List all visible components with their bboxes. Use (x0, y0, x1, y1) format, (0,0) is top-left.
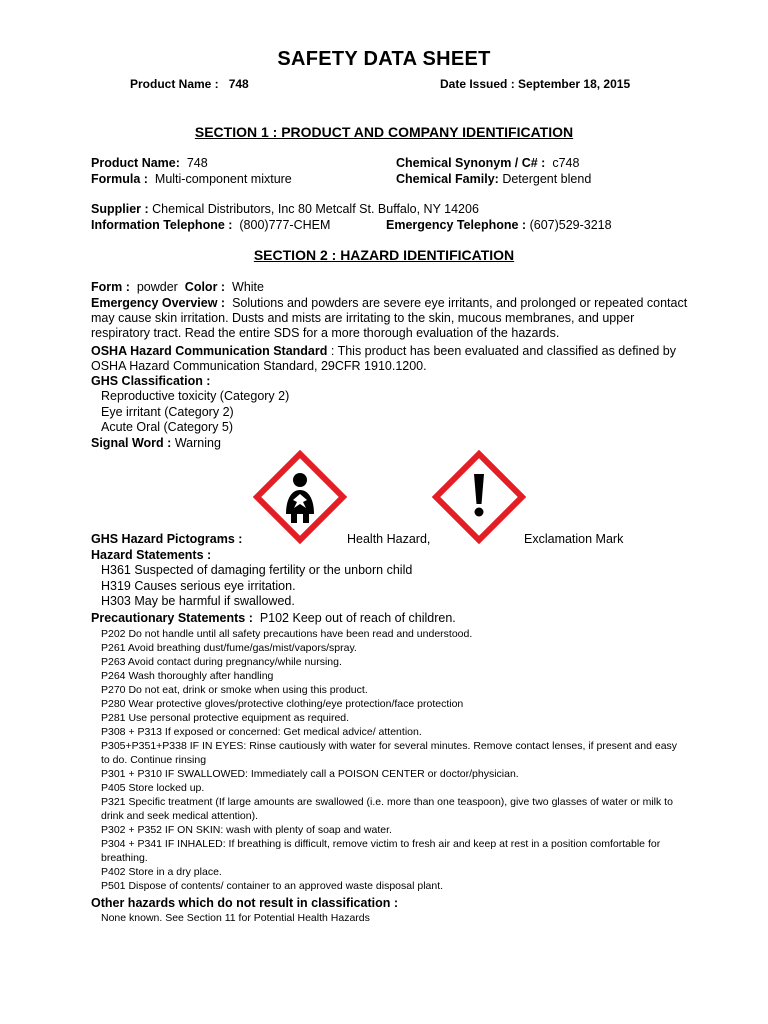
section2-heading: SECTION 2 : HAZARD IDENTIFICATION (253, 247, 515, 263)
s2-signal-word (91, 436, 221, 450)
precautionary-item: P308 + P313 If exposed or concerned: Get medical advice/ attention. (101, 726, 422, 738)
s1-formula-label: Formula : (91, 172, 148, 186)
s1-info-tel-label: Information Telephone : (91, 218, 233, 232)
s1-family-value: Detergent blend (502, 172, 592, 186)
s1-supplier (91, 202, 479, 216)
precautionary-item: P501 Dispose of contents/ container to an approved waste disposal plant. (101, 880, 444, 892)
precautionary-item: P261 Avoid breathing dust/fume/gas/mist/vapors/spray. (101, 642, 357, 654)
s2-form-value: powder (136, 280, 178, 294)
s2-ghs-classification-label: GHS Classification : (91, 374, 211, 388)
s2-osha-standard (91, 344, 691, 374)
precautionary-item: P402 Store in a dry place. (101, 866, 222, 878)
s1-formula (91, 172, 292, 186)
precautionary-first: P102 Keep out of reach of children. (259, 611, 456, 625)
s2-emergency-overview (91, 296, 691, 341)
document-title: SAFETY DATA SHEET (277, 48, 491, 70)
health-hazard-pictogram-icon (253, 450, 347, 544)
s1-product-name (91, 156, 208, 170)
s1-supplier-label: Supplier : (91, 202, 149, 216)
s2-precautionary-list (101, 627, 681, 893)
precautionary-item: P305+P351+P338 IF IN EYES: Rinse cautiously with water for several minutes. Remove contact lenses, if present and easy to do. Continue rinsing (101, 740, 678, 766)
hazard-statement-item: H319 Causes serious eye irritation. (101, 578, 296, 593)
s2-other-hazards-label: Other hazards which do not result in classification : (91, 896, 398, 910)
s1-info-telephone (91, 218, 330, 232)
s2-signal-word-label: Signal Word : (91, 436, 172, 450)
s1-synonym-label: Chemical Synonym / C# : (396, 156, 546, 170)
s2-osha-text: : This product has been evaluated and classified as defined by OSHA Hazard Communication Standard, 29CFR 1910.1200. (91, 344, 676, 373)
header-product-name-label: Product Name : (130, 77, 219, 91)
s1-product-name-label: Product Name: (91, 156, 180, 170)
s1-family (396, 172, 591, 186)
precautionary-item: P321 Specific treatment (If large amounts are swallowed (i.e. more than one teaspoon), give two glasses of water or milk to drink and seek medical attention). (101, 796, 673, 822)
precautionary-item: P264 Wash thoroughly after handling (101, 670, 274, 682)
s2-osha-label: OSHA Hazard Communication Standard (91, 344, 328, 358)
s2-hazard-statements (101, 563, 412, 610)
s2-pictograms-label: GHS Hazard Pictograms : (91, 532, 243, 546)
precautionary-item: P263 Avoid contact during pregnancy/while nursing. (101, 656, 342, 668)
precautionary-item: P281 Use personal protective equipment as required. (101, 712, 350, 724)
hazard-statement-item: H303 May be harmful if swallowed. (101, 594, 295, 608)
s1-product-name-value: 748 (186, 156, 208, 170)
precautionary-item: P280 Wear protective gloves/protective clothing/eye protection/face protection (101, 698, 464, 710)
s1-emergency-tel-label: Emergency Telephone : (386, 218, 527, 232)
s1-emergency-telephone (386, 218, 612, 232)
header-product-name (130, 77, 249, 91)
s1-supplier-value: Chemical Distributors, Inc 80 Metcalf St. Buffalo, NY 14206 (152, 202, 479, 216)
s2-form-label: Form : (91, 280, 130, 294)
pictogram-caption-health-hazard: Health Hazard, (347, 532, 431, 546)
exclamation-mark-pictogram-icon (432, 450, 526, 544)
pictogram-caption-exclamation-mark: Exclamation Mark (524, 532, 624, 546)
s2-hazard-statements-label: Hazard Statements : (91, 548, 212, 562)
s1-formula-value: Multi-component mixture (154, 172, 292, 186)
precautionary-item: P202 Do not handle until all safety precautions have been read and understood. (101, 628, 473, 640)
s2-precautionary-label: Precautionary Statements : (91, 611, 253, 625)
s2-precautionary-statements (91, 611, 456, 625)
s2-emergency-overview-text: Solutions and powders are severe eye irritants, and prolonged or repeated contact may cause skin irritation. Dusts and mists are irritating to the skin, mucous membranes, and upper respiratory tract. Read the entire SDS for a more thorough evaluation of the hazards. (91, 296, 688, 340)
precautionary-item: P301 + P310 IF SWALLOWED: Immediately call a POISON CENTER or doctor/physician. (101, 768, 519, 780)
ghs-class-item: Eye irritant (Category 2) (101, 404, 234, 419)
ghs-class-item: Acute Oral (Category 5) (101, 420, 233, 434)
s2-color-label: Color : (184, 280, 226, 294)
section1-heading: SECTION 1 : PRODUCT AND COMPANY IDENTIFICATION (194, 124, 574, 140)
s2-emergency-overview-label: Emergency Overview : (91, 296, 226, 310)
precautionary-item: P302 + P352 IF ON SKIN: wash with plenty of soap and water. (101, 824, 392, 836)
header-date-value: September 18, 2015 (518, 77, 631, 91)
precautionary-item: P405 Store locked up. (101, 782, 205, 794)
s1-synonym-value: c748 (552, 156, 580, 170)
s1-info-tel-value: (800)777-CHEM (239, 218, 331, 232)
s1-emergency-tel-value: (607)529-3218 (529, 218, 612, 232)
precautionary-item: P270 Do not eat, drink or smoke when using this product. (101, 684, 368, 696)
s2-other-hazards-value: None known. See Section 11 for Potential Health Hazards (101, 912, 370, 924)
s2-ghs-classes (101, 389, 289, 436)
s2-color-value: White (232, 280, 264, 294)
s2-form-color (91, 280, 264, 294)
hazard-statement-item: H361 Suspected of damaging fertility or the unborn child (101, 563, 413, 577)
s1-synonym (396, 156, 579, 170)
header-product-name-value: 748 (228, 77, 249, 91)
ghs-class-item: Reproductive toxicity (Category 2) (101, 389, 290, 403)
header-date-issued (440, 77, 630, 91)
s2-signal-word-value: Warning (174, 436, 221, 450)
precautionary-item: P304 + P341 IF INHALED: If breathing is difficult, remove victim to fresh air and keep at rest in a position comfortable for breathing. (101, 838, 661, 864)
header-date-label: Date Issued : (440, 77, 515, 91)
s1-family-label: Chemical Family: (396, 172, 499, 186)
